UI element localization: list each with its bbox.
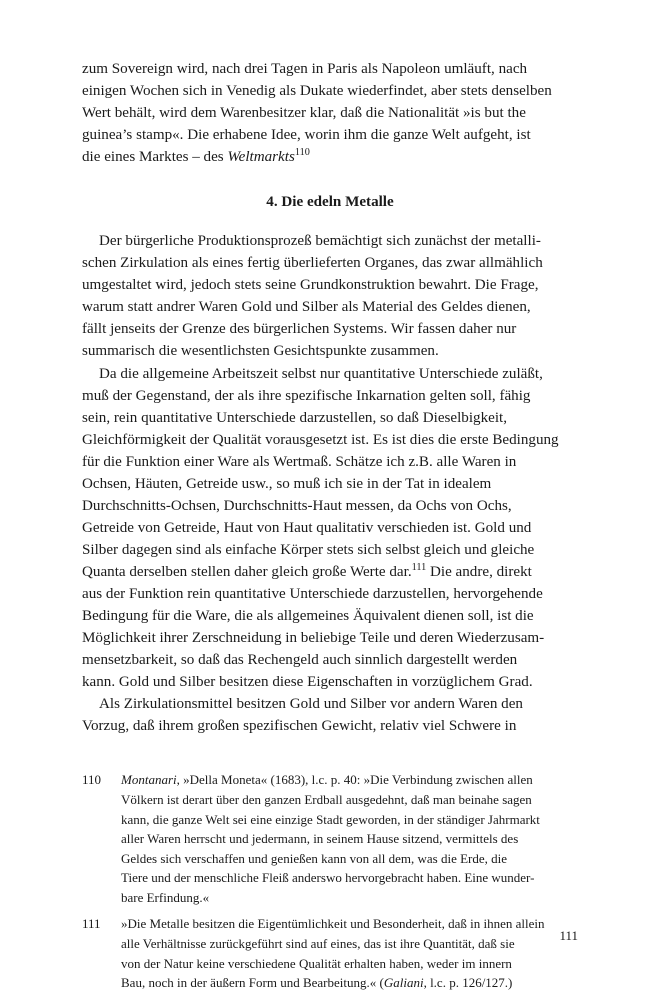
text-line: Möglichkeit ihrer Zerschneidung in beliebige Teile und deren Wiederzusam-	[82, 630, 545, 647]
text-line: Ochsen, Häuten, Getreide usw., so muß ich sie in der Tat in idealem	[82, 475, 492, 492]
text-line: mensetzbarkeit, so daß das Rechengeld auch sinnlich dargestellt werden	[82, 652, 518, 669]
paragraph-continuation	[82, 58, 578, 168]
text-line: guinea’s stamp«. Die erhabene Idee, worin ihm die ganze Welt aufgeht, ist	[82, 127, 531, 144]
text-line: Durchschnitts-Ochsen, Durchschnitts-Haut messen, da Ochs von Ochs,	[82, 497, 512, 514]
text-line: »Die Metalle besitzen die Eigentümlichkeit und Besonderheit, daß in ihnen allein	[121, 916, 545, 932]
text-line: Da die allgemeine Arbeitszeit selbst nur quantitative Unterschiede zuläßt,	[99, 365, 543, 382]
italic-title: Weltmarkts	[227, 149, 295, 166]
footnote-body	[121, 770, 578, 907]
italic-author: Montanari	[121, 772, 177, 788]
text-line: Gleichförmigkeit der Qualität vorausgesetzt ist. Es ist dies die erste Bedingung	[82, 431, 559, 448]
text-segment: Quanta derselben stellen daher gleich große Werte dar.	[82, 563, 412, 580]
text-line: für die Funktion einer Ware als Wertmaß. Schätze ich z.B. alle Waren in	[82, 453, 517, 470]
text-line: fällt jenseits der Grenze des bürgerlichen Systems. Wir fassen daher nur	[82, 321, 517, 338]
text-line: Geldes sich verschaffen und genießen kann von all dem, was die Erde, die	[121, 850, 508, 866]
text-line: Getreide von Getreide, Haut von Haut qualitativ verschieden ist. Gold und	[82, 519, 532, 536]
text-line: Als Zirkulationsmittel besitzen Gold und Silber vor andern Waren den	[99, 696, 523, 713]
text-line: bare Erfindung.«	[121, 889, 210, 905]
text-line: Bedingung für die Ware, die als allgemeines Äquivalent dienen soll, ist die	[82, 608, 534, 625]
text-line-with-footnote-ref	[82, 561, 578, 583]
text-line: aller Waren herrscht und jedermann, in seinem Hause sitzend, vermittels des	[121, 831, 519, 847]
footnote-110	[82, 770, 578, 907]
text-line: Der bürgerliche Produktionsprozeß bemächtigt sich zunächst der metalli-	[99, 233, 541, 250]
text-segment: die eines Marktes – des	[82, 149, 228, 166]
text-line	[121, 770, 578, 790]
footnote-number: 110	[82, 772, 102, 788]
page-content	[82, 58, 578, 991]
text-line: alle Verhältnisse zurückgeführt sind auf eines, das ist ihre Quantität, daß sie	[121, 936, 515, 952]
text-line: kann. Gold und Silber besitzen diese Eigenschaften in vorzüglichem Grad.	[82, 674, 533, 691]
footnote-ref-111: 111	[411, 561, 427, 573]
footnotes-section	[82, 770, 578, 993]
text-line: sein, rein quantitative Unterschiede darzustellen, so daß Dieselbigkeit,	[82, 409, 508, 426]
text-line: aus der Funktion rein quantitative Unterschiede darzustellen, hervorgehende	[82, 585, 543, 602]
text-line: Wert behält, wird dem Warenbesitzer klar, daß die Nationalität »is but the	[82, 105, 526, 122]
text-line: muß der Gegenstand, der als ihre spezifische Inkarnation gelten soll, fähig	[82, 387, 531, 404]
section-heading: 4. Die edeln Metalle	[266, 194, 394, 211]
text-line: schen Zirkulation als eines fertig überlieferten Organes, das zwar allmählich	[82, 255, 543, 272]
paragraph-3	[82, 693, 578, 737]
page-number: 111	[559, 928, 578, 943]
paragraph-2	[82, 363, 578, 694]
text-line: von der Natur keine verschiedene Qualität erhalten haben, weder im innern	[121, 955, 512, 971]
text-segment: , »Della Moneta« (1683), l.c. p. 40: »Die Verbindung zwischen allen	[176, 772, 533, 788]
footnote-ref-110: 110	[294, 147, 310, 159]
text-line: Völkern ist derart über den ganzen Erdball ausgedehnt, daß man beinahe sagen	[121, 791, 532, 807]
footnote-number: 111	[82, 916, 101, 932]
text-line: warum statt andrer Waren Gold und Silber als Material des Geldes dienen,	[82, 299, 531, 316]
text-line: Tiere und der menschliche Fleiß anderswo hervorgebracht haben. Eine wunder-	[121, 870, 535, 886]
text-line: einigen Wochen sich in Venedig als Dukate wiederfindet, aber stets denselben	[82, 83, 552, 100]
footnote-111	[82, 914, 578, 992]
text-line: Vorzug, daß ihrem großen spezifischen Gewicht, relativ viel Schwere in	[82, 718, 517, 735]
text-line: zum Sovereign wird, nach drei Tagen in Paris als Napoleon umläuft, nach	[82, 61, 528, 77]
text-line: Silber dagegen sind als einfache Körper stets sich selbst gleich und gleiche	[82, 541, 535, 558]
paragraph-1	[82, 230, 578, 362]
text-segment: Die andre, direkt	[426, 563, 532, 580]
footnote-body	[121, 914, 578, 992]
text-line: summarisch die wesentlichsten Gesichtspunkte zusammen.	[82, 343, 439, 360]
italic-author: Galiani	[383, 975, 424, 991]
text-segment: Bau, noch in der äußern Form und Bearbeitung.« (	[121, 975, 384, 991]
text-line-with-footnote-ref	[82, 146, 578, 168]
text-line: kann, die ganze Welt sei eine einzige Stadt geworden, in der ständiger Jahrmarkt	[121, 811, 540, 827]
text-segment: , l.c. p. 126/127.)	[423, 975, 513, 991]
text-line: umgestaltet wird, jedoch stets seine Grundkonstruktion bewahrt. Die Frage,	[82, 277, 539, 294]
